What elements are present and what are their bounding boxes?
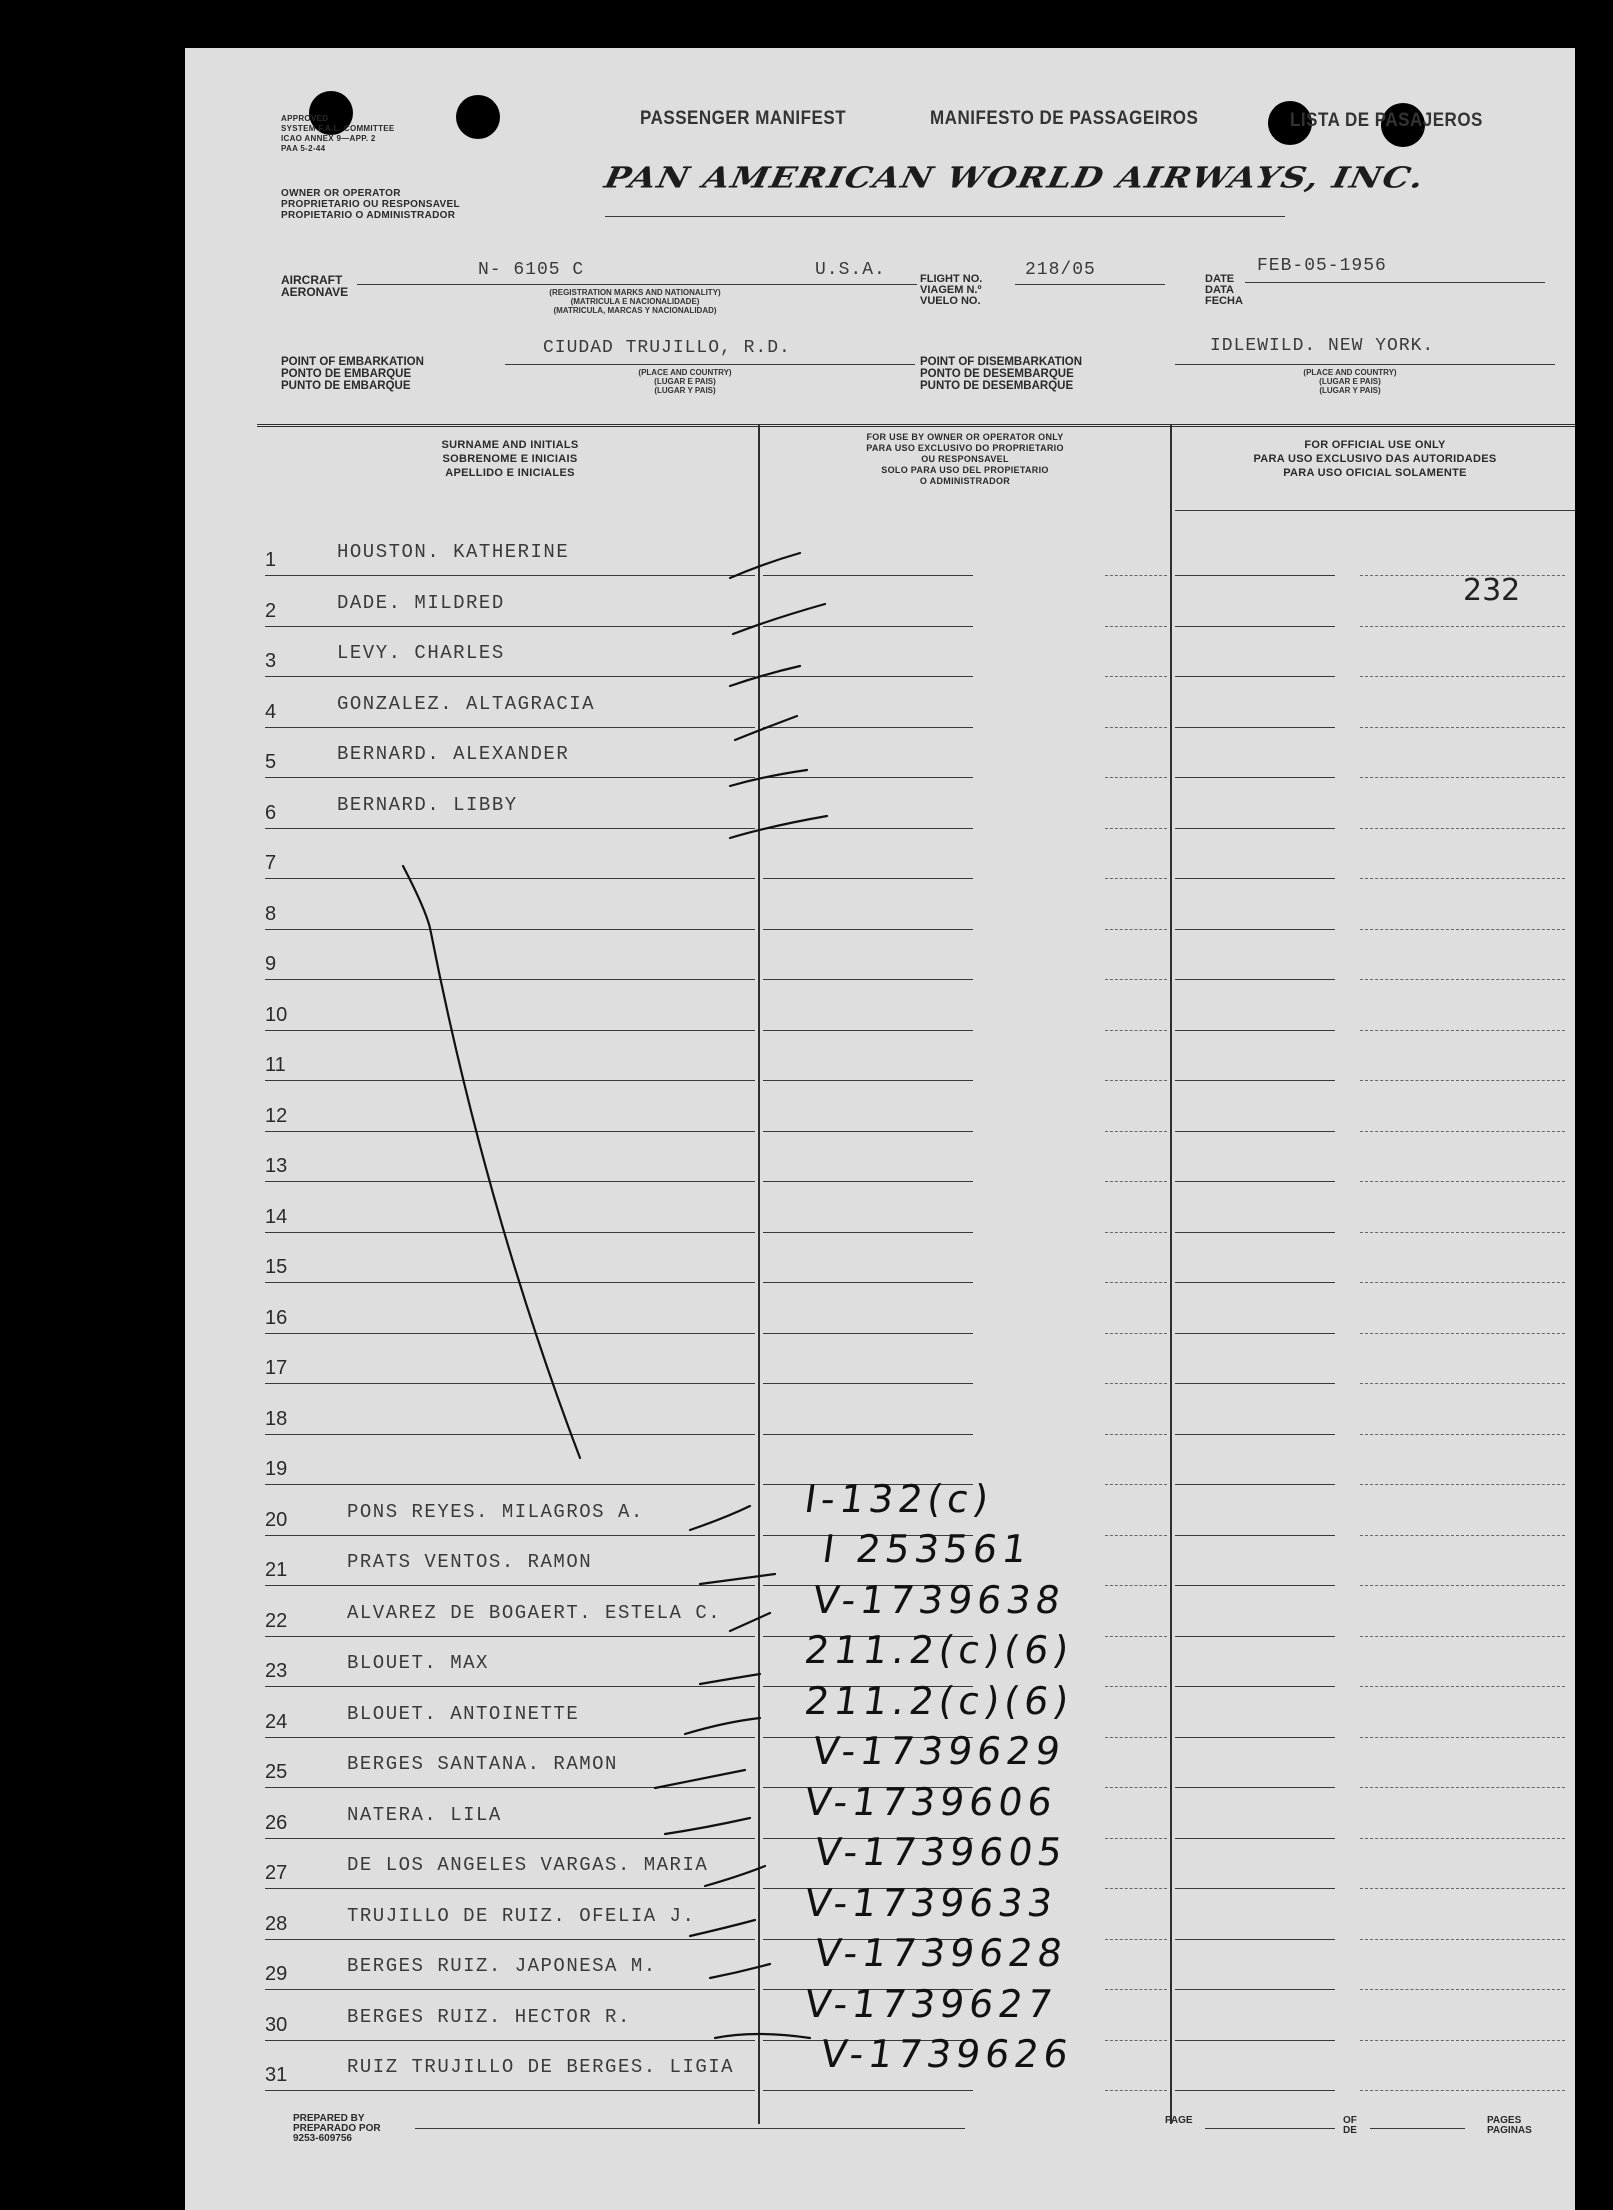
visa-annotation: V-1739629: [809, 1729, 1068, 1773]
passenger-name: LEVY. CHARLES: [337, 642, 505, 664]
place-sublabel: (LUGAR E PAIS): [654, 377, 716, 386]
place-sublabel: (PLACE AND COUNTRY): [1303, 368, 1397, 377]
passenger-name: BLOUET. ANTOINETTE: [347, 1702, 580, 1725]
flight-label: FLIGHT NO.: [920, 273, 983, 285]
passenger-name: BERGES RUIZ. JAPONESA M.: [347, 1955, 657, 1977]
check-mark: [690, 1506, 750, 1530]
place-sublabel: (LUGAR Y PAIS): [1319, 386, 1381, 395]
aircraft-label: AIRCRAFT: [281, 273, 343, 287]
flight-number: 218/05: [1025, 260, 1096, 280]
check-mark: [665, 1818, 750, 1834]
check-mark: [730, 1613, 770, 1631]
title-english: PASSENGER MANIFEST: [640, 106, 847, 129]
column-header-line: FOR OFFICIAL USE ONLY: [1304, 439, 1446, 451]
aircraft-sublabel: (MATRICULA E NACIONALIDADE): [570, 297, 700, 306]
row-number: 14: [265, 1205, 288, 1228]
visa-annotation: 211.2(c)(6): [801, 1678, 1077, 1723]
check-mark: [715, 2034, 810, 2038]
check-mark: [655, 1770, 745, 1788]
form-number: 9253-609756: [293, 2133, 352, 2144]
passenger-name: DE LOS ANGELES VARGAS. MARIA: [347, 1854, 709, 1876]
prepared-by: [293, 2114, 381, 2144]
row-number: 7: [265, 852, 277, 874]
row-number: 13: [265, 1155, 288, 1177]
flight-label: VIAGEM N.º: [920, 284, 982, 296]
pages-label-line: PAGES: [1487, 2115, 1522, 2126]
passenger-name: BERNARD. LIBBY: [337, 793, 518, 816]
airline-name: PAN AMERICAN WORLD AIRWAYS, INC.: [601, 161, 1428, 195]
of-label-line: DE: [1343, 2125, 1357, 2136]
row-number: 3: [265, 650, 277, 672]
prepared-label: PREPARED BY: [293, 2113, 365, 2124]
check-mark: [733, 604, 825, 634]
handwritten-strokes: [185, 48, 1575, 2210]
title-portuguese: MANIFESTO DE PASSAGEIROS: [930, 106, 1199, 129]
owner-label: OWNER OR OPERATOR: [281, 188, 401, 199]
row-number: 24: [265, 1710, 288, 1733]
row-number: 10: [265, 1003, 288, 1026]
passenger-name: NATERA. LILA: [347, 1803, 502, 1826]
passenger-name: GONZALEZ. ALTAGRACIA: [337, 692, 596, 715]
passenger-name: BLOUET. MAX: [347, 1652, 489, 1674]
approval-line: SYSTEM F.A.L. COMMITTEE: [281, 124, 395, 133]
row-number: 16: [265, 1306, 288, 1329]
approval-line: PAA 5-2-44: [281, 144, 326, 153]
column-header-line: SOBRENOME E INICIAIS: [442, 453, 578, 465]
visa-annotation: I 253561: [819, 1527, 1035, 1571]
embarkation-value: CIUDAD TRUJILLO, R.D.: [543, 338, 791, 358]
passenger-name: BERNARD. ALEXANDER: [337, 743, 570, 765]
row-number: 18: [265, 1407, 288, 1430]
column-header-line: PARA USO EXCLUSIVO DAS AUTORIDADES: [1253, 453, 1497, 465]
check-mark: [710, 1964, 770, 1978]
passenger-name: BERGES SANTANA. RAMON: [347, 1753, 618, 1775]
row-number: 4: [265, 700, 277, 723]
passenger-name: DADE. MILDRED: [337, 591, 505, 614]
approval-line: APPROVED: [281, 114, 329, 123]
row-number: 19: [265, 1458, 288, 1480]
title-spanish: LISTA DE PASAJEROS: [1290, 108, 1483, 131]
check-mark: [730, 816, 827, 838]
row-number: 31: [265, 2064, 288, 2086]
check-mark: [735, 716, 797, 740]
place-sublabel: (LUGAR Y PAIS): [654, 386, 716, 395]
place-sublabel: (PLACE AND COUNTRY): [638, 368, 732, 377]
aircraft-label: AERONAVE: [281, 285, 349, 299]
visa-annotation: V-1739627: [801, 1981, 1060, 2026]
row-number: 29: [265, 1963, 288, 1985]
page-label: PAGE: [1165, 2115, 1193, 2126]
row-number: 12: [265, 1104, 288, 1127]
owner-label: PROPRIETARIO OU RESPONSAVEL: [281, 199, 460, 210]
aircraft-sublabel: (REGISTRATION MARKS AND NATIONALITY): [549, 288, 721, 297]
approval-line: ICAO ANNEX 9—APP. 2: [281, 134, 376, 143]
row-number: 28: [265, 1912, 288, 1935]
of-label: [1343, 2116, 1357, 2136]
passenger-name: HOUSTON. KATHERINE: [337, 541, 570, 563]
ditto-line: [403, 866, 580, 1458]
date-label: DATA: [1205, 284, 1234, 296]
visa-annotation: V-1739633: [801, 1880, 1060, 1925]
disembarkation-label: PONTO DE DESEMBARQUE: [920, 368, 1074, 380]
passenger-name: ALVAREZ DE BOGAERT. ESTELA C.: [347, 1601, 722, 1624]
column-header-line: SOLO PARA USO DEL PROPIETARIO: [881, 465, 1049, 475]
check-mark: [730, 553, 800, 578]
row-number: 8: [265, 902, 277, 925]
passenger-name: PRATS VENTOS. RAMON: [347, 1551, 593, 1573]
row-number: 26: [265, 1811, 288, 1834]
check-mark: [685, 1718, 760, 1734]
column-header-line: FOR USE BY OWNER OR OPERATOR ONLY: [866, 432, 1064, 442]
date-value: FEB-05-1956: [1257, 256, 1387, 276]
check-mark: [730, 666, 800, 686]
visa-annotation: V-1739626: [817, 2032, 1076, 2076]
passenger-name: PONS REYES. MILAGROS A.: [347, 1500, 644, 1523]
row-number: 25: [265, 1761, 288, 1783]
date-label: FECHA: [1205, 295, 1243, 307]
column-header-line: PARA USO EXCLUSIVO DO PROPRIETARIO: [866, 443, 1064, 453]
row-number: 23: [265, 1660, 288, 1682]
visa-annotation: I-132(c): [801, 1476, 997, 1521]
row-number: 15: [265, 1256, 288, 1278]
row-number: 1: [265, 549, 277, 571]
check-mark: [700, 1574, 775, 1584]
column-header-line: APELLIDO E INICIALES: [445, 467, 575, 479]
visa-annotation: V-1739605: [811, 1830, 1070, 1874]
row-number: 27: [265, 1862, 288, 1884]
row-number: 5: [265, 751, 277, 773]
flight-label: VUELO NO.: [920, 295, 981, 307]
row-number: 30: [265, 2013, 288, 2036]
aircraft-sublabel: (MATRICULA, MARCAS Y NACIONALIDAD): [553, 306, 717, 315]
row-number: 22: [265, 1609, 288, 1632]
disembarkation-label: PUNTO DE DESEMBARQUE: [920, 380, 1074, 392]
visa-annotation: 211.2(c)(6): [801, 1628, 1077, 1672]
column-header-line: O ADMINISTRADOR: [919, 476, 1011, 486]
row-number: 20: [265, 1508, 288, 1531]
column-header-line: PARA USO OFICIAL SOLAMENTE: [1283, 467, 1467, 479]
check-mark: [690, 1920, 755, 1936]
row-number: 17: [265, 1357, 288, 1379]
visa-annotation: V-1739606: [801, 1779, 1060, 1824]
pages-label-line: PAGINAS: [1487, 2125, 1532, 2136]
check-mark: [730, 770, 807, 786]
owner-label: PROPIETARIO O ADMINISTRADOR: [281, 210, 456, 221]
date-label: DATE: [1205, 273, 1235, 285]
check-mark: [700, 1674, 760, 1684]
aircraft-nationality: U.S.A.: [815, 260, 886, 280]
row-number: 21: [265, 1559, 288, 1581]
passenger-name: BERGES RUIZ. HECTOR R.: [347, 2005, 631, 2028]
embarkation-label: POINT OF EMBARKATION: [281, 356, 424, 368]
check-mark: [705, 1866, 765, 1886]
row-number: 2: [265, 599, 277, 622]
visa-annotation: V-1739638: [809, 1577, 1068, 1622]
visa-annotation: V-1739628: [811, 1931, 1070, 1975]
row-number: 9: [265, 953, 277, 975]
embarkation-label: PUNTO DE EMBARQUE: [281, 380, 411, 392]
official-use-number: 232: [1463, 573, 1521, 608]
passenger-name: RUIZ TRUJILLO DE BERGES. LIGIA: [347, 2056, 735, 2078]
of-label-line: OF: [1343, 2115, 1357, 2126]
prepared-label: PREPARADO POR: [293, 2123, 381, 2134]
column-header-line: SURNAME AND INITIALS: [441, 439, 579, 451]
disembarkation-label: POINT OF DISEMBARKATION: [920, 356, 1083, 368]
disembarkation-value: IDLEWILD. NEW YORK.: [1210, 336, 1435, 356]
embarkation-label: PONTO DE EMBARQUE: [281, 368, 412, 380]
row-number: 6: [265, 801, 277, 824]
aircraft-registration: N- 6105 C: [478, 260, 585, 280]
row-number: 11: [265, 1054, 286, 1076]
passenger-name: TRUJILLO DE RUIZ. OFELIA J.: [347, 1904, 696, 1927]
pages-label: [1487, 2116, 1532, 2136]
manifest-sheet: [185, 48, 1575, 2210]
column-header-line: OU RESPONSAVEL: [921, 454, 1009, 464]
place-sublabel: (LUGAR E PAIS): [1319, 377, 1381, 386]
